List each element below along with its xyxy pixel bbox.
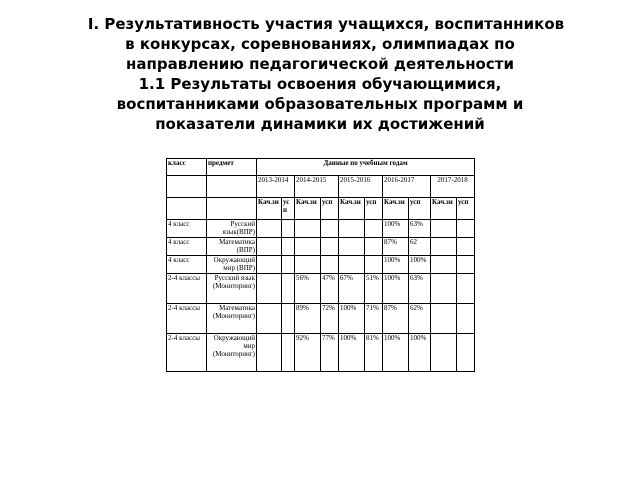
- row-value-cell: 51%: [365, 274, 383, 304]
- header-class: класс: [167, 159, 207, 176]
- table-row: [167, 274, 475, 304]
- heading-line-4: 1.1 Результаты освоения обучающимися,: [138, 75, 502, 93]
- row-value-cell: [282, 274, 295, 304]
- row-value-cell: [257, 256, 282, 274]
- results-table: [166, 158, 475, 372]
- row-value-cell: [282, 256, 295, 274]
- row-value-cell: 81%: [365, 334, 383, 372]
- row-value-cell: 62%: [409, 304, 431, 334]
- row-value-cell: 100%: [339, 304, 365, 334]
- row-value-cell: [365, 256, 383, 274]
- row-value-cell: [257, 238, 282, 256]
- row-subject-cell: Русский язык (Мониторинг): [207, 274, 257, 304]
- table-row: [167, 220, 475, 238]
- row-value-cell: 100%: [409, 256, 431, 274]
- row-value-cell: 67%: [339, 274, 365, 304]
- row-class-cell: 2-4 классы: [167, 334, 207, 372]
- header-metric-usp: усп: [409, 198, 431, 220]
- row-subject-cell: Окружающий мир (ВПР): [207, 256, 257, 274]
- row-value-cell: [282, 220, 295, 238]
- row-value-cell: [431, 334, 457, 372]
- row-subject-cell: Математика (Мониторинг): [207, 304, 257, 334]
- heading-line-5: воспитанниками образовательных программ и: [116, 95, 524, 113]
- row-value-cell: [321, 256, 339, 274]
- row-subject-cell: Русский язык(ВПР): [207, 220, 257, 238]
- row-value-cell: [365, 238, 383, 256]
- row-value-cell: 100%: [339, 334, 365, 372]
- row-value-cell: 77%: [321, 334, 339, 372]
- header-year: 2016-2017: [383, 176, 431, 198]
- row-value-cell: [431, 220, 457, 238]
- table-row: [167, 256, 475, 274]
- row-value-cell: [431, 274, 457, 304]
- header-metric-kach: Кач.зн: [339, 198, 365, 220]
- header-metric-kach: Кач.зн: [257, 198, 282, 220]
- row-value-cell: [339, 256, 365, 274]
- table-row: [167, 304, 475, 334]
- header-metric-kach: Кач.зн: [383, 198, 409, 220]
- header-metric-usp: усп: [321, 198, 339, 220]
- header-year: 2014-2015: [295, 176, 339, 198]
- row-value-cell: [257, 304, 282, 334]
- row-value-cell: 92%: [295, 334, 321, 372]
- row-value-cell: 87%: [383, 304, 409, 334]
- heading-line-1: І. Результативность участия учащихся, воспитанников: [87, 15, 565, 33]
- row-subject-cell: Математика (ВПР): [207, 238, 257, 256]
- header-subject: предмет: [207, 159, 257, 176]
- row-value-cell: [457, 304, 475, 334]
- row-value-cell: [257, 220, 282, 238]
- row-value-cell: 100%: [383, 334, 409, 372]
- row-value-cell: [457, 256, 475, 274]
- row-value-cell: [321, 238, 339, 256]
- row-value-cell: [431, 238, 457, 256]
- header-metric-kach: Кач.зн: [431, 198, 457, 220]
- header-metric-usp: усп: [282, 198, 295, 220]
- row-value-cell: 100%: [383, 256, 409, 274]
- table-row: [167, 238, 475, 256]
- header-metric-usp: усп: [365, 198, 383, 220]
- row-value-cell: 47%: [321, 274, 339, 304]
- row-class-cell: 2-4 классы: [167, 274, 207, 304]
- row-value-cell: [295, 256, 321, 274]
- row-value-cell: 62: [409, 238, 431, 256]
- row-value-cell: [431, 256, 457, 274]
- heading-line-3: направлению педагогической деятельности: [126, 55, 514, 73]
- row-value-cell: [339, 220, 365, 238]
- table-row: [167, 334, 475, 372]
- header-period: Данные по учебным годам: [257, 159, 475, 176]
- row-value-cell: [282, 304, 295, 334]
- row-value-cell: 100%: [383, 220, 409, 238]
- header-year: 2013-2014: [257, 176, 295, 198]
- header-blank-subject: [207, 198, 257, 220]
- header-blank-class: [167, 176, 207, 198]
- header-year: 2015-2016: [339, 176, 383, 198]
- row-value-cell: 72%: [321, 304, 339, 334]
- row-class-cell: 4 класс: [167, 220, 207, 238]
- row-value-cell: [365, 220, 383, 238]
- row-value-cell: 63%: [409, 274, 431, 304]
- header-metric-usp: усп: [457, 198, 475, 220]
- row-value-cell: [457, 220, 475, 238]
- row-value-cell: [431, 304, 457, 334]
- row-value-cell: [295, 220, 321, 238]
- row-value-cell: [321, 220, 339, 238]
- row-value-cell: [295, 238, 321, 256]
- header-metric-kach: Кач.зн: [295, 198, 321, 220]
- row-class-cell: 2-4 классы: [167, 304, 207, 334]
- row-value-cell: [282, 334, 295, 372]
- row-value-cell: [457, 334, 475, 372]
- table-body: [167, 220, 475, 372]
- header-blank-class: [167, 198, 207, 220]
- row-subject-cell: Окружающий мир (Мониторинг): [207, 334, 257, 372]
- row-class-cell: 4 класс: [167, 238, 207, 256]
- row-value-cell: [257, 334, 282, 372]
- row-value-cell: 100%: [409, 334, 431, 372]
- heading-line-2: в конкурсах, соревнованиях, олимпиадах по: [125, 35, 515, 53]
- row-value-cell: 63%: [409, 220, 431, 238]
- row-value-cell: [457, 274, 475, 304]
- heading-line-6: показатели динамики их достижений: [155, 115, 485, 133]
- row-value-cell: [282, 238, 295, 256]
- row-class-cell: 4 класс: [167, 256, 207, 274]
- header-blank-subject: [207, 176, 257, 198]
- row-value-cell: 100%: [383, 274, 409, 304]
- row-value-cell: 87%: [383, 238, 409, 256]
- row-value-cell: [339, 238, 365, 256]
- row-value-cell: [257, 274, 282, 304]
- page-heading: [0, 14, 640, 134]
- row-value-cell: 56%: [295, 274, 321, 304]
- row-value-cell: 89%: [295, 304, 321, 334]
- row-value-cell: [457, 238, 475, 256]
- row-value-cell: 71%: [365, 304, 383, 334]
- header-year: 2017-2018: [431, 176, 475, 198]
